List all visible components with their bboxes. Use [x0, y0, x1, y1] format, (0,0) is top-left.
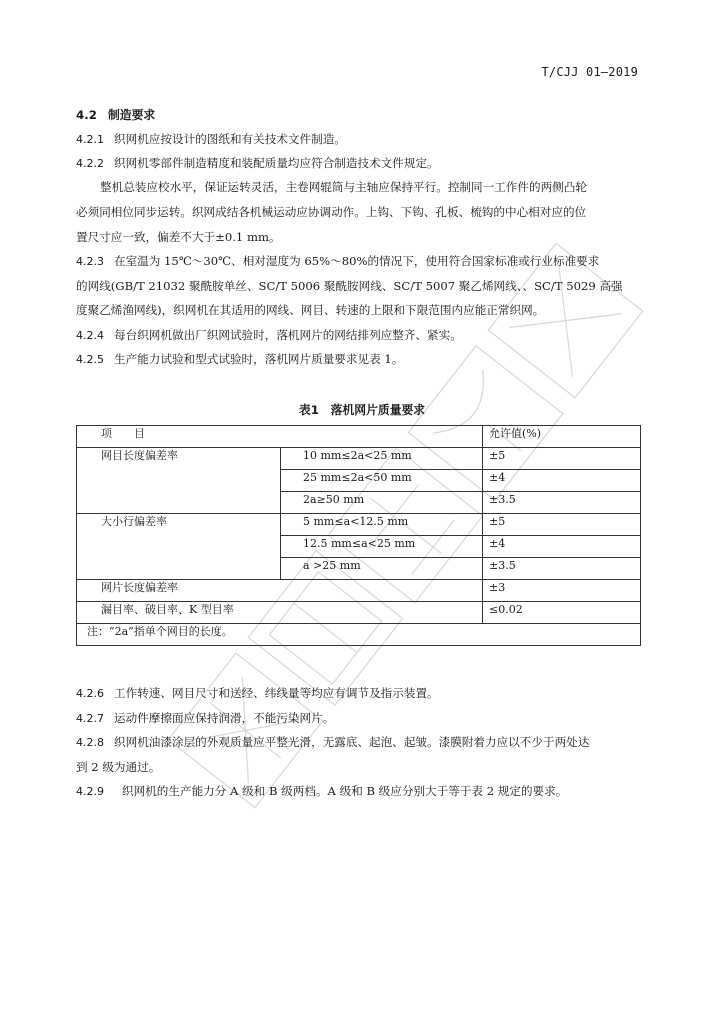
quality-table [76, 425, 641, 646]
clause-4-2-8-line2: 到 2 级为通过。 [76, 760, 161, 774]
mesh-length-label: 网目长度偏差率 [77, 448, 281, 514]
table-header-row [77, 426, 641, 448]
clause-4-2-9: 4.2.9 织网机的生产能力分 A 级和 B 级两档。A 级和 B 级应分别大于等于表 2 规定的要求。 [76, 784, 568, 798]
value-cell: ±4 [483, 470, 641, 492]
range-cell: a >25 mm [281, 558, 483, 580]
value-cell: ±5 [483, 448, 641, 470]
table-caption: 表1 落机网片质量要求 [298, 403, 426, 417]
sheet-length-label: 网片长度偏差率 [77, 580, 483, 602]
clause-4-2-3-line3: 度聚乙烯渔网线)，织网机在其适用的网线、网目、转速的上限和下限范围内应能正常织网。 [76, 303, 545, 317]
value-cell: ±5 [483, 514, 641, 536]
section-heading: 4.2 制造要求 [76, 108, 156, 122]
table-row [77, 580, 641, 602]
range-cell: 10 mm≤2a<25 mm [281, 448, 483, 470]
range-cell: 12.5 mm≤a<25 mm [281, 536, 483, 558]
value-cell: ±3 [483, 580, 641, 602]
range-cell: 2a≥50 mm [281, 492, 483, 514]
clause-4-2-2-para-line2: 必须同相位同步运转。织网成结各机械运动应协调动作。上钩、下钩、孔板、梳钩的中心相对应的位 [76, 205, 587, 219]
clause-4-2-4: 4.2.4 每台织网机做出厂织网试验时，落机网片的网结排列应整齐、紧实。 [76, 328, 462, 342]
clause-4-2-3-line2: 的网线(GB/T 21032 聚酰胺单丝、SC/T 5006 聚酰胺网线、SC/T 5007 聚乙烯网线、、SC/T 5029 高强 [76, 279, 623, 293]
value-cell: ±3.5 [483, 558, 641, 580]
range-cell: 5 mm≤a<12.5 mm [281, 514, 483, 536]
clause-4-2-7: 4.2.7 运动件摩擦面应保持润滑，不能污染网片。 [76, 711, 335, 725]
range-cell: 25 mm≤2a<50 mm [281, 470, 483, 492]
value-cell: ±3.5 [483, 492, 641, 514]
table-note: 注：“2a”指单个网目的长度。 [77, 624, 641, 646]
header-tolerance: 允许值(%) [483, 426, 641, 448]
clause-4-2-2-para-line1: 整机总装应校水平，保证运转灵活，主卷网辊筒与主轴应保持平行。控制同一工作件的两侧凸轮 [100, 180, 587, 194]
clause-4-2-8: 4.2.8 织网机油漆涂层的外观质量应平整光滑，无露底、起泡、起皱。漆膜附着力应以不少于两处达 [76, 735, 590, 749]
clause-4-2-2-para-line3: 置尺寸应一致，偏差不大于±0.1 mm。 [76, 230, 281, 244]
table-note-row [77, 624, 641, 646]
value-cell: ±4 [483, 536, 641, 558]
defect-rate-label: 漏目率、破目率、K 型目率 [77, 602, 483, 624]
table-row [77, 514, 641, 536]
header-item: 项 目 [77, 426, 483, 448]
clause-4-2-5: 4.2.5 生产能力试验和型式试验时，落机网片质量要求见表 1。 [76, 352, 404, 366]
table-row [77, 602, 641, 624]
document-code: T/CJJ 01—2019 [541, 65, 638, 79]
row-deviation-label: 大小行偏差率 [77, 514, 281, 580]
clause-4-2-3: 4.2.3 在室温为 15℃～30℃、相对湿度为 65%～80%的情况下，使用符合国家标准或行业标准要求 [76, 254, 600, 268]
clause-4-2-1: 4.2.1 织网机应按设计的图纸和有关技术文件制造。 [76, 132, 346, 146]
clause-4-2-2: 4.2.2 织网机零部件制造精度和装配质量均应符合制造技术文件规定。 [76, 156, 439, 170]
clause-4-2-6: 4.2.6 工作转速、网目尺寸和送经、纬线量等均应有调节及指示装置。 [76, 686, 439, 700]
section-title: 制造要求 [108, 108, 156, 122]
value-cell: ≤0.02 [483, 602, 641, 624]
table-row [77, 448, 641, 470]
